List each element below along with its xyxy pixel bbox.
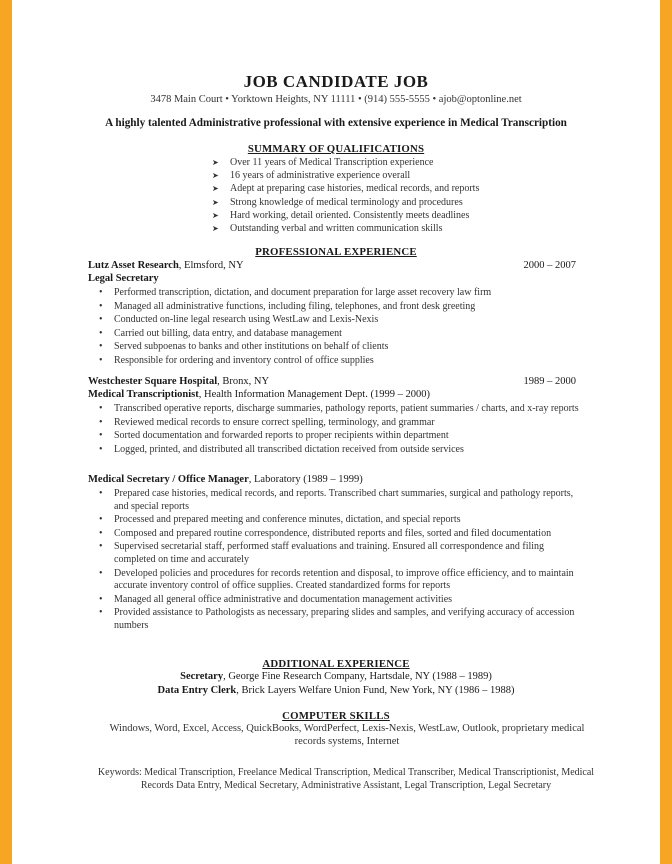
list-item: • Developed policies and procedures for records retention and disposal, to improve office efficiency, and to maintain accurate inventory control of office supplies. Created standardized forms for reports [99, 567, 574, 592]
list-item: • Served subpoenas to banks and other institutions on behalf of clients [99, 341, 389, 353]
left-orange-border [0, 0, 12, 864]
bullet-icon: • [99, 287, 103, 298]
list-item: • Provided assistance to Pathologists as necessary, preparing slides and samples, and verifying accuracy of accession numbers [99, 607, 575, 631]
additional-heading: ADDITIONAL EXPERIENCE [262, 658, 410, 670]
additional-line-1: Secretary, George Fine Research Company, Hartsdale, NY (1988 – 1989) [180, 671, 492, 682]
list-item: • Performed transcription, dictation, and document preparation for large asset recovery law firm [99, 287, 492, 298]
job1-bullets [88, 287, 588, 369]
list-item: ➤ Outstanding verbal and written communication skills [212, 223, 443, 235]
list-item: • Transcribed operative reports, discharge summaries, pathology reports, patient summaries / charts, and x-ray reports [99, 403, 579, 414]
tagline: A highly talented Administrative professional with extensive experience in Medical Transcription [105, 117, 567, 129]
bullet-icon: • [99, 607, 103, 619]
job2-role2: Medical Secretary / Office Manager [88, 474, 249, 485]
bullet-icon: • [99, 527, 103, 539]
bullet-icon: • [99, 416, 103, 428]
list-item: • Prepared case histories, medical records, and reports. Transcribed chart summaries, surgical and pathology reports, and special reports [99, 488, 574, 512]
right-orange-border [660, 0, 672, 864]
experience-heading: PROFESSIONAL EXPERIENCE [255, 246, 417, 258]
job1-years: 2000 – 2007 [523, 260, 576, 271]
job2-role2-bullets [88, 488, 588, 634]
bullet-icon: • [99, 488, 103, 499]
qualifications-list [212, 156, 479, 235]
bullet-icon: • [99, 567, 103, 579]
bullet-icon: • [99, 593, 103, 605]
bullet-icon: • [99, 327, 103, 339]
arrow-bullet-icon: ➤ [212, 210, 219, 220]
additional-line-2: Data Entry Clerk, Brick Layers Welfare Union Fund, New York, NY (1986 – 1988) [157, 685, 515, 696]
job2-company-line [88, 376, 269, 387]
job2-role1: Medical Transcriptionist [88, 389, 199, 400]
candidate-name: JOB CANDIDATE JOB [243, 72, 429, 91]
contact-line: 3478 Main Court • Yorktown Heights, NY 11111 • (914) 555-5555 • ajob@optonline.net [150, 94, 522, 105]
list-item: ➤ Hard working, detail oriented. Consistently meets deadlines [212, 209, 470, 221]
list-item: • Supervised secretarial staff, performed staff evaluations and training. Ensured all correspondence and filing completed on time and accurately [99, 541, 545, 565]
computer-skills-text: Windows, Word, Excel, Access, QuickBooks, WordPerfect, Lexis-Nexis, WestLaw, Outlook, proprietary medical records systems, Internet [109, 723, 585, 747]
list-item: ➤ Strong knowledge of medical terminology and procedures [212, 196, 463, 208]
job1-role: Legal Secretary [88, 273, 159, 284]
job1-company-line [88, 260, 244, 271]
summary-heading: SUMMARY OF QUALIFICATIONS [247, 143, 425, 155]
list-item: • Managed all administrative functions, including filing, telephones, and front desk greeting [99, 300, 476, 312]
job2-company: Westchester Square Hospital [88, 376, 218, 387]
arrow-bullet-icon: ➤ [212, 224, 219, 234]
list-item: ➤ 16 years of administrative experience overall [212, 170, 411, 182]
list-item: • Conducted on-line legal research using WestLaw and Lexis-Nexis [99, 314, 379, 326]
job2-role1-line [88, 389, 430, 400]
bullet-icon: • [99, 354, 103, 366]
list-item: • Managed all general office administrative and documentation management activities [99, 593, 453, 605]
list-item: • Processed and prepared meeting and conference minutes, dictation, and special reports [99, 514, 461, 526]
list-item: • Composed and prepared routine correspondence, distributed reports and files, sorted and filed documentation [99, 527, 552, 539]
job2-years: 1989 – 2000 [523, 376, 576, 387]
job2-location: , Bronx, NY [217, 376, 270, 387]
keywords-text: Keywords: Medical Transcription, Freelance Medical Transcription, Medical Transcriber, Medical Transcriptionist, Medical Records Data Entry, Medical Secretary, Administrative Assistant, Legal Transcription, Legal Secretary [97, 767, 595, 791]
bullet-icon: • [99, 341, 103, 353]
list-item: ➤ Over 11 years of Medical Transcription experience [212, 157, 434, 168]
arrow-bullet-icon: ➤ [212, 171, 219, 181]
list-item: • Logged, printed, and distributed all transcribed dictation received from outside services [99, 443, 464, 455]
bullet-icon: • [99, 300, 103, 312]
bullet-icon: • [99, 403, 103, 414]
list-item: • Sorted documentation and forwarded reports to proper recipients within department [99, 430, 449, 442]
bullet-icon: • [99, 541, 103, 553]
computer-skills-heading: COMPUTER SKILLS [282, 710, 390, 722]
bullet-icon: • [99, 430, 103, 442]
arrow-bullet-icon: ➤ [212, 197, 219, 207]
job2-role1-detail: , Health Information Management Dept. (1999 – 2000) [198, 389, 430, 400]
job1-company: Lutz Asset Research [88, 260, 179, 271]
bullet-icon: • [99, 514, 103, 526]
arrow-bullet-icon: ➤ [212, 184, 219, 194]
list-item: ➤ Adept at preparing case histories, medical records, and reports [212, 183, 480, 195]
additional-role-2: Data Entry Clerk [157, 685, 237, 696]
job1-location: , Elmsford, NY [178, 260, 244, 271]
job2-role2-line [88, 474, 363, 485]
list-item: • Carried out billing, data entry, and database management [99, 327, 342, 339]
additional-role-1: Secretary [180, 671, 224, 682]
resume-page [12, 0, 660, 864]
list-item: • Responsible for ordering and inventory control of office supplies [99, 354, 374, 366]
bullet-icon: • [99, 314, 103, 326]
bullet-icon: • [99, 443, 103, 455]
list-item: • Reviewed medical records to ensure correct spelling, terminology, and grammar [99, 416, 435, 428]
arrow-bullet-icon: ➤ [212, 158, 219, 167]
job2-role1-bullets [88, 403, 588, 457]
job2-role2-detail: , Laboratory (1989 – 1999) [248, 474, 363, 485]
